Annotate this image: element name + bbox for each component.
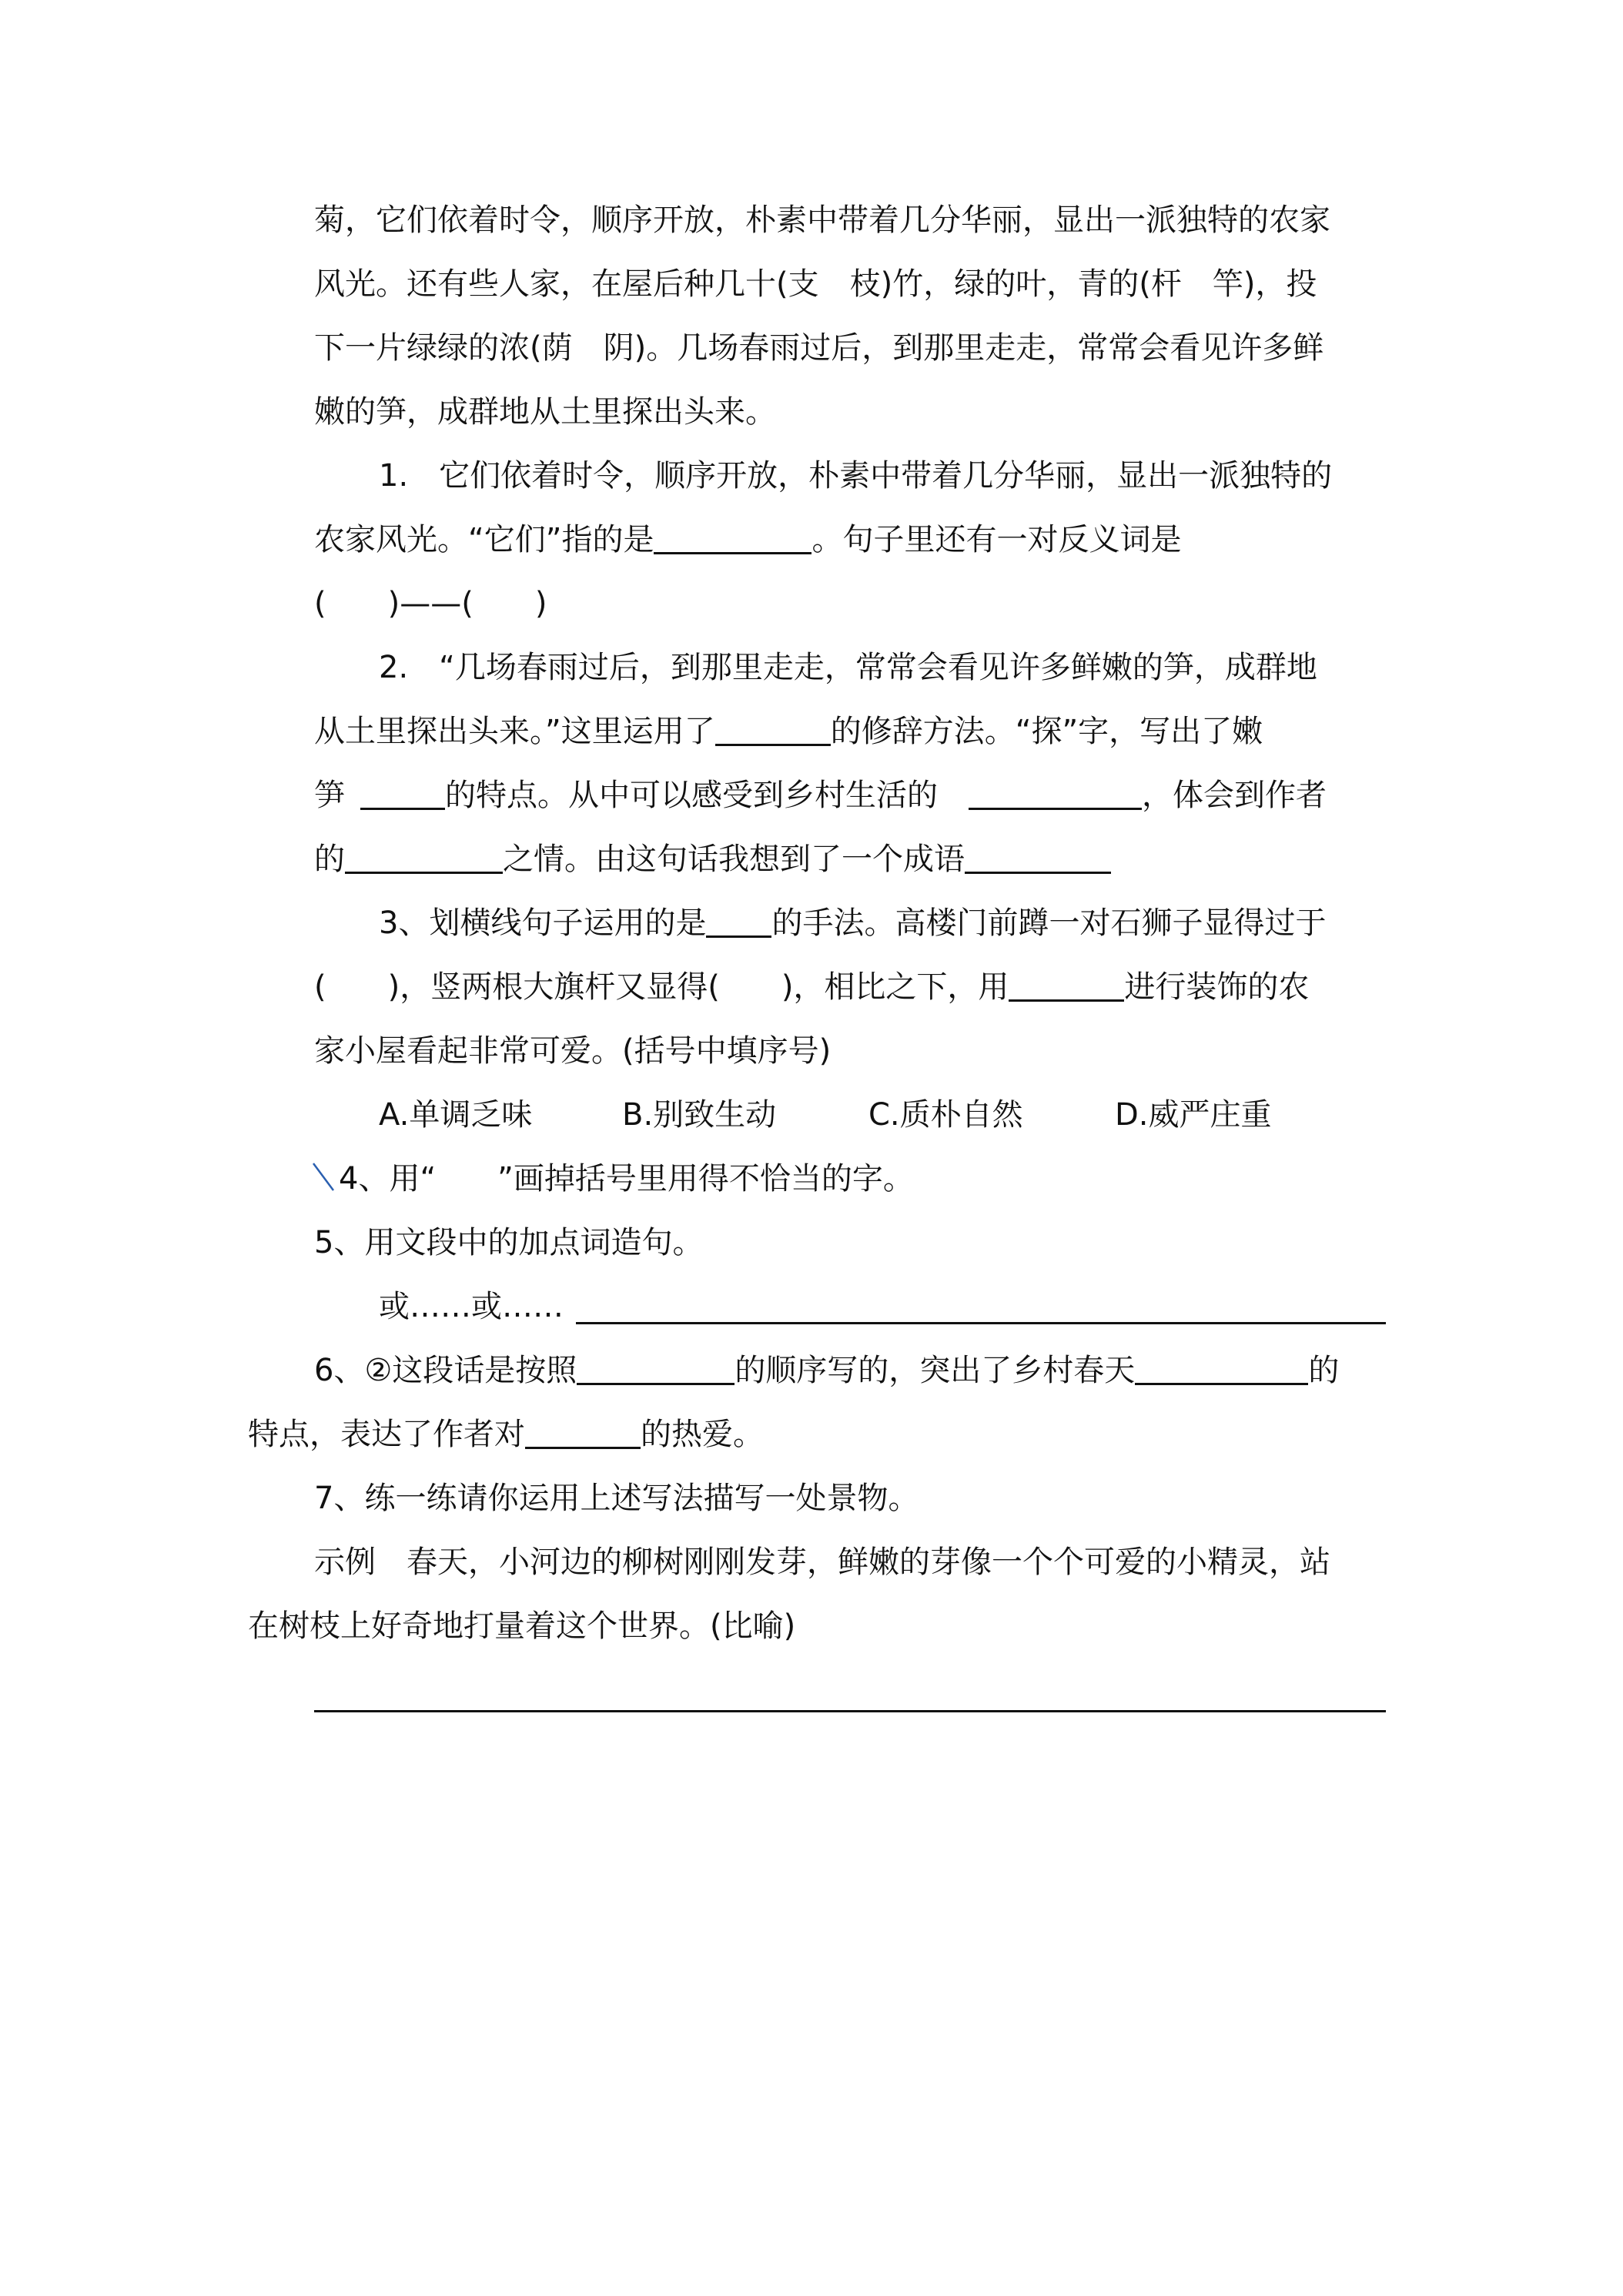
q6-text-a: 6、②这段话是按照 [314, 1353, 577, 1388]
q4-text: 4、用“ ”画掉括号里用得不恰当的字。 [339, 1161, 914, 1197]
q3-line-3: 家小屋看起非常可爱。(括号中填序号) [314, 1033, 832, 1069]
q7-answer-line[interactable] [314, 1710, 1386, 1712]
q3-option-c: C.质朴自然 [868, 1097, 1023, 1133]
slash-mark-icon [310, 1161, 336, 1193]
q7-text: 7、练一练请你运用上述写法描写一处景物。 [314, 1481, 919, 1516]
q1-text-b: 。句子里还有一对反义词是 [812, 522, 1182, 557]
passage-line-4: 嫩的笋，成群地从土里探出头来。 [314, 394, 776, 430]
q3-line-2 [314, 966, 1309, 1009]
q2-text-e: ，体会到作者 [1142, 778, 1327, 813]
q1-text-a: 农家风光。“它们”指的是 [314, 522, 654, 557]
q2-text-d: 的特点。从中可以感受到乡村生活的 [445, 778, 938, 813]
q2-line-4 [314, 838, 1111, 881]
q6-blank-order[interactable] [577, 1349, 735, 1385]
passage-line-1: 菊，它们依着时令，顺序开放，朴素中带着几分华丽，显出一派独特的农家 [314, 202, 1330, 238]
q2-line-1: 2. “几场春雨过后，到那里走走，常常会看见许多鲜嫩的笋，成群地 [379, 650, 1317, 685]
q6-text-d: 特点，表达了作者对 [248, 1417, 525, 1452]
q6-line-2 [248, 1413, 764, 1456]
q1-line-3: ( )——( ) [314, 586, 547, 621]
q2-blank-feature[interactable] [360, 774, 445, 810]
q3-blank-technique[interactable] [706, 902, 771, 938]
q3-text-a: 3、划横线句子运用的是 [379, 905, 707, 941]
q2-blank-rhetoric[interactable] [715, 710, 831, 746]
q6-line-1 [314, 1349, 1339, 1392]
q5-prompt: 或……或…… [379, 1289, 564, 1324]
q5-answer-line[interactable] [576, 1322, 1386, 1324]
q3-text-b: 的手法。高楼门前蹲一对石狮子显得过于 [771, 905, 1327, 941]
q7-example-line-2: 在树枝上好奇地打量着这个世界。(比喻) [248, 1608, 796, 1644]
q2-text-a: 从土里探出头来。”这里运用了 [314, 714, 715, 749]
q3-line-1 [379, 902, 1326, 945]
q6-blank-feature[interactable] [1135, 1349, 1308, 1385]
q3-option-a: A.单调乏味 [379, 1097, 533, 1133]
passage-line-3: 下一片绿绿的浓(荫 阴)。几场春雨过后，到那里走走，常常会看见许多鲜 [314, 330, 1324, 366]
q2-blank-idiom[interactable] [965, 838, 1111, 874]
q3-text-d: 进行装饰的农 [1124, 969, 1310, 1005]
q3-option-d: D.威严庄重 [1115, 1097, 1272, 1133]
q2-text-g: 之情。由这句话我想到了一个成语 [503, 842, 965, 877]
q2-text-c: 笋 [314, 778, 345, 813]
q3-option-b: B.别致生动 [622, 1097, 777, 1133]
q2-blank-emotion[interactable] [345, 838, 503, 874]
q5-text: 5、用文段中的加点词造句。 [314, 1225, 704, 1260]
q3-text-c: ( )，竖两根大旗杆又显得( )，相比之下，用 [314, 969, 1009, 1005]
q3-blank-decoration[interactable] [1009, 966, 1124, 1002]
q1-line-1: 1. 它们依着时令，顺序开放，朴素中带着几分华丽，显出一派独特的 [379, 458, 1333, 494]
q1-blank-refers[interactable] [654, 518, 812, 554]
q2-line-2 [314, 710, 1263, 753]
q2-line-3 [314, 774, 1327, 817]
q6-text-b: 的顺序写的，突出了乡村春天 [735, 1353, 1136, 1388]
q6-text-e: 的热爱。 [641, 1417, 764, 1452]
q6-text-c: 的 [1308, 1353, 1340, 1388]
q2-text-b: 的修辞方法。“探”字，写出了嫩 [830, 714, 1263, 749]
q7-example-line-1: 示例 春天，小河边的柳树刚刚发芽，鲜嫩的芽像一个个可爱的小精灵，站 [314, 1545, 1330, 1580]
q2-text-f: 的 [314, 842, 345, 877]
q2-blank-life[interactable] [969, 774, 1142, 810]
q6-blank-love[interactable] [525, 1413, 641, 1449]
q1-line-2 [314, 518, 1181, 561]
passage-line-2: 风光。还有些人家，在屋后种几十(支 枝)竹，绿的叶，青的(杆 竿)，投 [314, 266, 1317, 302]
